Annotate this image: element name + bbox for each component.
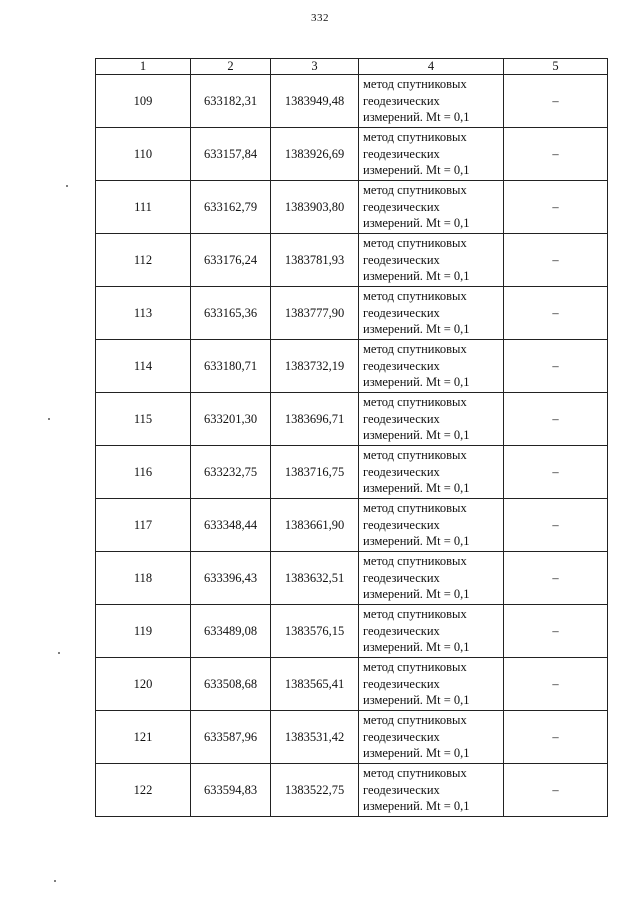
method-line: метод спутниковых (363, 448, 467, 463)
method-line: геодезических (363, 623, 440, 638)
method-line: геодезических (363, 93, 440, 108)
method-line: измерений. Mt = 0,1 (363, 428, 470, 443)
method-line: измерений. Mt = 0,1 (363, 693, 470, 708)
method-cell (359, 552, 504, 605)
column-header-3: 3 (271, 59, 359, 75)
method-line: метод спутниковых (363, 660, 467, 675)
method-line: измерений. Mt = 0,1 (363, 110, 470, 125)
table-row (96, 552, 608, 605)
note-cell: – (504, 128, 608, 181)
table-row (96, 340, 608, 393)
method-line: метод спутниковых (363, 236, 467, 251)
page-number: 332 (311, 12, 329, 24)
x-coordinate-cell: 633232,75 (191, 446, 271, 499)
method-cell (359, 393, 504, 446)
method-line: метод спутниковых (363, 554, 467, 569)
method-line: измерений. Mt = 0,1 (363, 640, 470, 655)
method-cell (359, 711, 504, 764)
header-row (96, 59, 608, 75)
margin-dot (48, 418, 50, 420)
y-coordinate-cell: 1383732,19 (271, 340, 359, 393)
x-coordinate-cell: 633176,24 (191, 234, 271, 287)
x-coordinate-cell: 633587,96 (191, 711, 271, 764)
column-header-4: 4 (359, 59, 504, 75)
method-cell (359, 658, 504, 711)
method-line: геодезических (363, 782, 440, 797)
method-line: измерений. Mt = 0,1 (363, 587, 470, 602)
note-cell: – (504, 340, 608, 393)
note-cell: – (504, 764, 608, 817)
method-line: геодезических (363, 517, 440, 532)
method-line: метод спутниковых (363, 183, 467, 198)
method-cell (359, 446, 504, 499)
method-line: измерений. Mt = 0,1 (363, 269, 470, 284)
note-cell: – (504, 499, 608, 552)
method-line: геодезических (363, 464, 440, 479)
x-coordinate-cell: 633201,30 (191, 393, 271, 446)
method-cell (359, 499, 504, 552)
y-coordinate-cell: 1383632,51 (271, 552, 359, 605)
table-row (96, 287, 608, 340)
method-line: геодезических (363, 411, 440, 426)
x-coordinate-cell: 633594,83 (191, 764, 271, 817)
method-line: геодезических (363, 358, 440, 373)
note-cell: – (504, 711, 608, 764)
column-header-1: 1 (96, 59, 191, 75)
table-row (96, 711, 608, 764)
method-line: измерений. Mt = 0,1 (363, 799, 470, 814)
method-line: геодезических (363, 305, 440, 320)
table-row (96, 128, 608, 181)
x-coordinate-cell: 633348,44 (191, 499, 271, 552)
note-cell: – (504, 75, 608, 128)
point-number-cell: 122 (96, 764, 191, 817)
method-line: измерений. Mt = 0,1 (363, 322, 470, 337)
method-line: метод спутниковых (363, 289, 467, 304)
method-line: геодезических (363, 729, 440, 744)
method-line: геодезических (363, 199, 440, 214)
table-row (96, 446, 608, 499)
note-cell: – (504, 181, 608, 234)
note-cell: – (504, 234, 608, 287)
method-line: метод спутниковых (363, 501, 467, 516)
method-line: измерений. Mt = 0,1 (363, 163, 470, 178)
x-coordinate-cell: 633396,43 (191, 552, 271, 605)
method-cell (359, 181, 504, 234)
y-coordinate-cell: 1383661,90 (271, 499, 359, 552)
point-number-cell: 111 (96, 181, 191, 234)
y-coordinate-cell: 1383696,71 (271, 393, 359, 446)
point-number-cell: 110 (96, 128, 191, 181)
y-coordinate-cell: 1383781,93 (271, 234, 359, 287)
method-line: геодезических (363, 676, 440, 691)
method-line: метод спутниковых (363, 766, 467, 781)
point-number-cell: 109 (96, 75, 191, 128)
method-line: геодезических (363, 570, 440, 585)
method-cell (359, 234, 504, 287)
method-cell (359, 128, 504, 181)
point-number-cell: 116 (96, 446, 191, 499)
point-number-cell: 112 (96, 234, 191, 287)
method-line: измерений. Mt = 0,1 (363, 534, 470, 549)
point-number-cell: 113 (96, 287, 191, 340)
column-header-2: 2 (191, 59, 271, 75)
y-coordinate-cell: 1383716,75 (271, 446, 359, 499)
table-row (96, 605, 608, 658)
table-row (96, 234, 608, 287)
table-row (96, 658, 608, 711)
point-number-cell: 115 (96, 393, 191, 446)
note-cell: – (504, 446, 608, 499)
x-coordinate-cell: 633165,36 (191, 287, 271, 340)
y-coordinate-cell: 1383576,15 (271, 605, 359, 658)
method-cell (359, 764, 504, 817)
coordinates-table (95, 58, 608, 817)
y-coordinate-cell: 1383522,75 (271, 764, 359, 817)
method-line: геодезических (363, 146, 440, 161)
method-cell (359, 340, 504, 393)
table-row (96, 75, 608, 128)
method-line: геодезических (363, 252, 440, 267)
note-cell: – (504, 287, 608, 340)
method-cell (359, 75, 504, 128)
y-coordinate-cell: 1383949,48 (271, 75, 359, 128)
method-line: измерений. Mt = 0,1 (363, 746, 470, 761)
table-body (96, 75, 608, 817)
method-line: метод спутниковых (363, 395, 467, 410)
table-row (96, 499, 608, 552)
note-cell: – (504, 605, 608, 658)
column-header-5: 5 (504, 59, 608, 75)
method-line: метод спутниковых (363, 342, 467, 357)
point-number-cell: 120 (96, 658, 191, 711)
note-cell: – (504, 552, 608, 605)
method-line: метод спутниковых (363, 130, 467, 145)
margin-dot (54, 880, 56, 882)
x-coordinate-cell: 633180,71 (191, 340, 271, 393)
x-coordinate-cell: 633162,79 (191, 181, 271, 234)
method-line: измерений. Mt = 0,1 (363, 216, 470, 231)
note-cell: – (504, 658, 608, 711)
x-coordinate-cell: 633157,84 (191, 128, 271, 181)
point-number-cell: 121 (96, 711, 191, 764)
point-number-cell: 118 (96, 552, 191, 605)
point-number-cell: 114 (96, 340, 191, 393)
y-coordinate-cell: 1383903,80 (271, 181, 359, 234)
point-number-cell: 117 (96, 499, 191, 552)
method-cell (359, 605, 504, 658)
y-coordinate-cell: 1383531,42 (271, 711, 359, 764)
margin-dot (58, 652, 60, 654)
y-coordinate-cell: 1383777,90 (271, 287, 359, 340)
method-line: метод спутниковых (363, 77, 467, 92)
margin-dot (66, 185, 68, 187)
table-row (96, 393, 608, 446)
method-line: метод спутниковых (363, 607, 467, 622)
method-cell (359, 287, 504, 340)
x-coordinate-cell: 633489,08 (191, 605, 271, 658)
y-coordinate-cell: 1383926,69 (271, 128, 359, 181)
x-coordinate-cell: 633182,31 (191, 75, 271, 128)
note-cell: – (504, 393, 608, 446)
method-line: измерений. Mt = 0,1 (363, 481, 470, 496)
table-row (96, 764, 608, 817)
y-coordinate-cell: 1383565,41 (271, 658, 359, 711)
x-coordinate-cell: 633508,68 (191, 658, 271, 711)
point-number-cell: 119 (96, 605, 191, 658)
method-line: измерений. Mt = 0,1 (363, 375, 470, 390)
table-row (96, 181, 608, 234)
method-line: метод спутниковых (363, 713, 467, 728)
